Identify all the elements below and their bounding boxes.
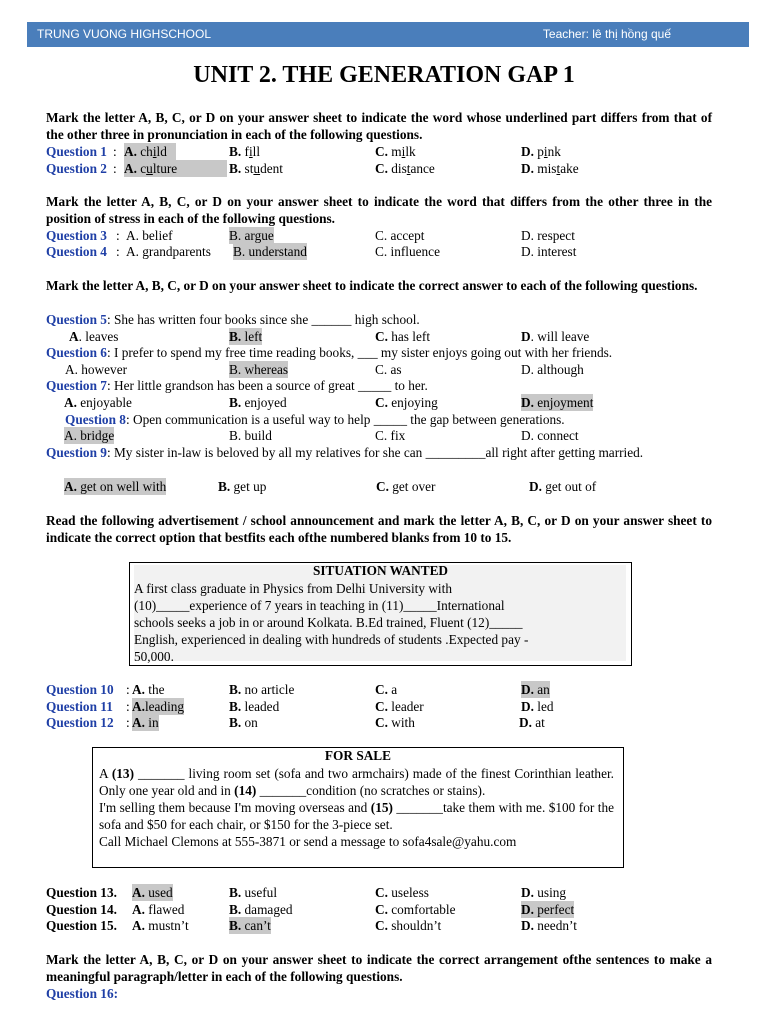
- option-b: B. can’t: [229, 918, 271, 933]
- question-row: Question 4 : A. grandparents B. understand C. influence D. interest: [46, 244, 577, 259]
- option-c: C. distance: [375, 161, 435, 176]
- for-sale-ad: [92, 747, 624, 868]
- option-a: A. the: [132, 682, 165, 697]
- option-a: A. in: [132, 715, 159, 730]
- option-c: C. fix: [375, 428, 406, 443]
- option-b: B. no article: [229, 682, 295, 697]
- question-stem: Question 6: I prefer to spend my free time reading books, ___ my sister enjoys going out with her friends.: [46, 345, 613, 360]
- option-a: A. however: [65, 362, 128, 377]
- ad-text: A (13) _______ living room set (sofa and two armchairs) made of the finest Corinthian leather. Only one year old and in (14) _______condition (no scratches or stains). I'm selling them because I'm moving overseas and (15) _______take them with me. $100 for the sofa and $50 for each chair, or $150 for the 3-piece set. Call Michael Clemons at 555-3871 or send a message to sofa4sale@yahu.com: [99, 766, 615, 849]
- page-header: [27, 22, 749, 47]
- option-b: B. enjoyed: [229, 395, 287, 410]
- situation-wanted-ad: [129, 562, 632, 666]
- question-label: Question 1: [46, 144, 107, 159]
- option-b: B. useful: [229, 885, 278, 900]
- option-d: D. interest: [521, 244, 577, 259]
- section1-instruction: Mark the letter A, B, C, or D on your answer sheet to indicate the word whose underlined part differs from that of the other three in pronunciation in each of the following questions.: [46, 110, 712, 142]
- option-c: C. accept: [375, 228, 425, 243]
- question-row: [46, 478, 726, 495]
- question-row: Question 3 : A. belief B. argue C. accept D. respect: [46, 228, 575, 243]
- option-d: D. at: [519, 715, 545, 730]
- option-b: B. get up: [218, 479, 267, 494]
- option-c: C. influence: [375, 244, 440, 259]
- question-stem: Question 7: Her little grandson has been a source of great _____ to her.: [46, 378, 428, 393]
- question-row: [46, 328, 726, 345]
- school-name: TRUNG VUONG HIGHSCHOOL: [37, 27, 212, 41]
- option-d: D. pink: [521, 144, 561, 159]
- question-row: [46, 427, 726, 444]
- option-d: D. although: [521, 362, 584, 377]
- option-a: A. mustn’t: [132, 918, 189, 933]
- teacher-name: Teacher: lê thị hồng quế: [542, 27, 671, 41]
- question-row: Question 10 : A. the B. no article C. a D. an: [46, 682, 550, 697]
- section5-instruction: Mark the letter A, B, C, or D on your answer sheet to indicate the correct arrangement ofthe sentences to make a meaningful paragraph/letter in each of the following questions.: [46, 952, 712, 984]
- option-b: B. leaded: [229, 699, 280, 714]
- option-a: A. belief: [126, 228, 173, 243]
- option-a: A. leaves: [69, 329, 119, 344]
- option-d: D. mistake: [521, 161, 579, 176]
- option-d: D. led: [521, 699, 554, 714]
- option-c: C. shouldn’t: [375, 918, 442, 933]
- option-a: A. grandparents: [126, 244, 211, 259]
- option-a: A. child: [124, 143, 176, 160]
- option-c: C. a: [375, 682, 398, 697]
- option-a: A. culture: [124, 160, 227, 177]
- option-b: B. understand: [233, 244, 307, 259]
- question-label: Question 16:: [46, 986, 119, 1001]
- option-d: D. will leave: [521, 329, 590, 344]
- option-c: C. enjoying: [375, 395, 438, 410]
- page-title: UNIT 2. THE GENERATION GAP 1: [193, 62, 575, 88]
- option-b: B. argue: [229, 228, 274, 243]
- question-row: Question 15. A. mustn’t B. can’t C. shouldn’t D. needn’t: [46, 918, 577, 933]
- option-c: C. get over: [376, 479, 436, 494]
- option-b: B. fill: [229, 144, 261, 159]
- option-d: D. perfect: [521, 902, 575, 917]
- question-row: Question 14. A. flawed B. damaged C. comfortable D. perfect: [46, 902, 575, 917]
- option-d: D. needn’t: [521, 918, 577, 933]
- question-row: Question 2 : A. culture B. student C. distance D. mistake: [46, 161, 579, 176]
- question-label: Question 3: [46, 228, 107, 243]
- option-d: D. respect: [521, 228, 575, 243]
- section3-instruction: Mark the letter A, B, C, or D on your answer sheet to indicate the correct answer to each of the following questions.: [46, 278, 698, 293]
- option-a: A. flawed: [132, 902, 185, 917]
- question-row: Question 1 : A. child B. fill C. milk D. pink: [46, 144, 561, 159]
- section2-instruction: Mark the letter A, B, C, or D on your answer sheet to indicate the word that differs from the other three in the position of stress in each of the following questions.: [46, 194, 712, 226]
- option-b: B. build: [229, 428, 272, 443]
- question-row: Question 13. A. used B. useful C. useless D. using: [46, 885, 567, 900]
- option-d: D. connect: [521, 428, 579, 443]
- section4-instruction: Read the following advertisement / school announcement and mark the letter A, B, C, or D on your answer sheet to indicate the correct option that bestfits each ofthe numbered blanks from 10 to 15.: [46, 513, 712, 545]
- option-d: D. get out of: [529, 479, 597, 494]
- option-a: A.leading: [132, 699, 185, 714]
- question-label: Question 4: [46, 244, 107, 259]
- option-b: B. left: [229, 329, 263, 344]
- ad-heading: SITUATION WANTED: [312, 563, 449, 578]
- question-row: Question 12 : A. in B. on C. with D. at: [46, 715, 545, 730]
- option-d: D. enjoyment: [521, 395, 594, 410]
- option-b: B. whereas: [229, 362, 289, 377]
- option-a: A. get on well with: [64, 479, 167, 494]
- question-stem: Question 8: Open communication is a useful way to help _____ the gap between generations.: [65, 412, 565, 427]
- question-row: [46, 985, 726, 1002]
- option-a: A. used: [132, 885, 173, 900]
- option-b: B. student: [229, 161, 283, 176]
- option-c: C. comfortable: [375, 902, 456, 917]
- question-row: [46, 361, 726, 378]
- question-label: Question 2: [46, 161, 107, 176]
- option-b: B. damaged: [229, 902, 293, 917]
- option-b: B. on: [229, 715, 258, 730]
- question-row: Question 11 : A.leading B. leaded C. leader D. led: [46, 699, 554, 714]
- option-c: C. as: [375, 362, 402, 377]
- ad-heading: FOR SALE: [324, 748, 392, 763]
- question-stem: Question 5: She has written four books since she ______ high school.: [46, 312, 420, 327]
- option-d: D. using: [521, 885, 567, 900]
- option-a: A. bridge: [64, 428, 115, 443]
- question-stem: Question 9: My sister in-law is beloved by all my relatives for she can _________all right after getting married.: [46, 445, 644, 460]
- option-c: C. with: [375, 715, 415, 730]
- option-d: D. an: [521, 682, 550, 697]
- option-c: C. milk: [375, 144, 416, 159]
- option-a: A. enjoyable: [64, 395, 132, 410]
- ad-text: A first class graduate in Physics from Delhi University with (10)_____experience of 7 years in teaching in (11)_____International schools seeks a job in or around Kolkata. B.Ed trained, Fluent (12)_____ English, experienced in dealing with hundreds of students .Expected pay - 50,000.: [134, 581, 529, 664]
- question-row: [46, 394, 726, 411]
- option-c: C. leader: [375, 699, 424, 714]
- option-c: C. useless: [375, 885, 429, 900]
- option-c: C. has left: [375, 329, 431, 344]
